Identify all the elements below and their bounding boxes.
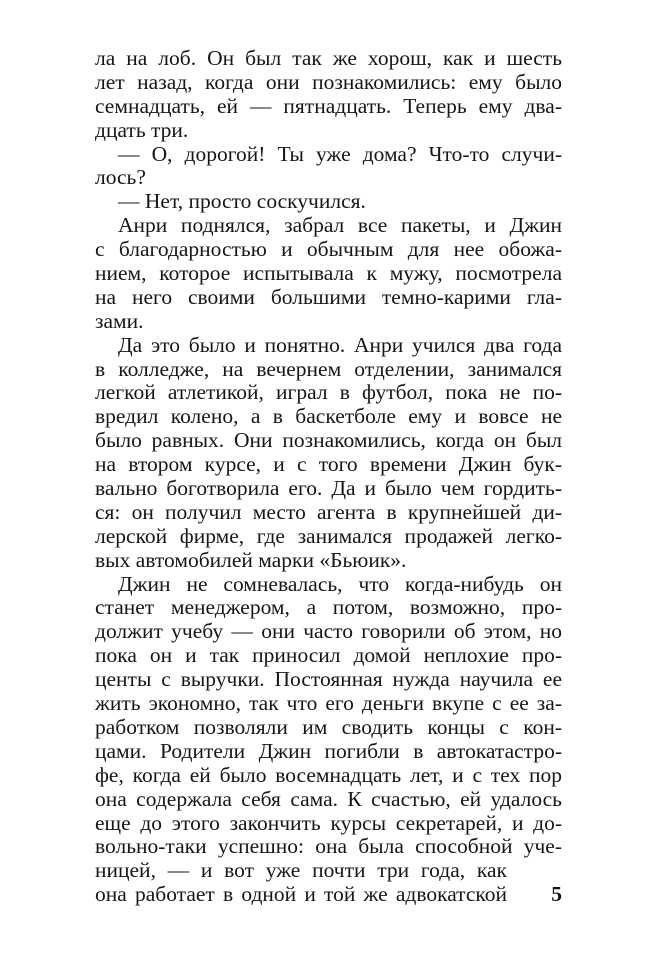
page-number: 5 — [551, 882, 562, 907]
text-line: — Нет, просто соскучился. — [118, 189, 366, 214]
text-line: центы с выручки. Постоянная нужда научила ее — [95, 667, 562, 692]
text-line: семнадцать, ей — пятнадцать. Теперь ему два- — [95, 93, 562, 118]
text-line: — О, дорогой! Ты уже дома? Что-то случи- — [118, 141, 562, 166]
text-line: нием, которое испытывала к мужу, посмотрела — [95, 261, 562, 286]
text-line: она работает в одной и той же адвокатской — [95, 882, 507, 907]
text-line: фе, когда ей было восемнадцать лет, и с тех пор — [95, 762, 562, 787]
text-line: должит учебу — они часто говорили об этом, но — [95, 619, 562, 644]
text-line: было равных. Они познакомились, когда он был — [95, 428, 562, 453]
text-line: Анри поднялся, забрал все пакеты, и Джин — [118, 213, 562, 238]
text-line: работком позволяли им сводить концы с кон- — [95, 714, 562, 739]
text-line: станет менеджером, а потом, возможно, про- — [95, 595, 562, 620]
text-line: цами. Родители Джин погибли в автокатастро- — [95, 738, 562, 763]
text-line: на него своими большими темно-карими гла- — [95, 284, 562, 309]
text-line: жить экономно, так что его деньги вкупе с ее за- — [95, 691, 562, 716]
text-line: вольно-таки успешно: она была способной уче- — [95, 834, 562, 859]
text-line: лет назад, когда они познакомились: ему было — [95, 69, 562, 94]
text-line: зами. — [95, 308, 144, 333]
text-line: вредил колено, а в баскетболе ему и вовсе не — [95, 404, 562, 429]
text-line: дцать три. — [95, 117, 189, 142]
text-line: легкой атлетикой, играл в футбол, пока не по- — [95, 380, 562, 405]
text-line: лось? — [95, 165, 146, 190]
text-line: с благодарностью и обычным для нее обожа- — [95, 237, 562, 262]
text-line: она содержала себя сама. К счастью, ей удалось — [95, 786, 562, 811]
text-line: ницей, — и вот уже почти три года, как — [95, 858, 507, 883]
text-line: в колледже, на вечернем отделении, занимался — [95, 356, 562, 381]
text-line: лерской фирме, где занимался продажей легко- — [95, 523, 562, 548]
text-line: Да это было и понятно. Анри учился два года — [118, 332, 562, 357]
text-line: вых автомобилей марки «Бьюик». — [95, 547, 407, 572]
text-line: пока он и так приносил домой неплохие про- — [95, 643, 562, 668]
text-line: вально боготворила его. Да и было чем гордить- — [95, 476, 562, 501]
text-line: Джин не сомневалась, что когда-нибудь он — [118, 571, 562, 596]
page-body — [95, 47, 562, 907]
text-line: ся: он получил место агента в крупнейшей ди- — [95, 499, 562, 524]
text-line: ла на лоб. Он был так же хорош, как и шесть — [95, 46, 562, 70]
text-line: еще до этого закончить курсы секретарей, и до- — [95, 810, 562, 835]
text-line: на втором курсе, и с того времени Джин бук- — [95, 452, 562, 477]
